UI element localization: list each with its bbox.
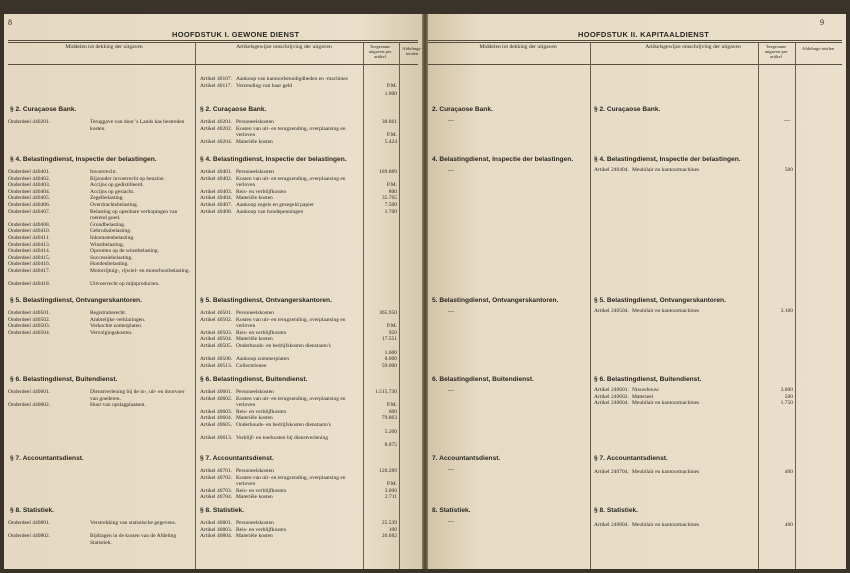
article-code: Artikel 240604.: [594, 400, 629, 407]
article-code: Artikel 40401.: [200, 169, 233, 175]
article-amount: 7.500: [384, 202, 397, 208]
article-desc: Meubilair en kantoormachines: [632, 469, 700, 475]
section-heading: § 7. Accountantsdienst.: [10, 455, 84, 462]
article-amount: 20.682: [381, 533, 397, 540]
section-heading: § 4. Belastingdienst, Inspectie der belastingen.: [200, 156, 347, 163]
means-code: Onderdeel 440503.: [8, 323, 51, 330]
empty-dash: —: [448, 309, 454, 315]
article-amount: 8.000: [384, 356, 397, 363]
article-code: Artikel 40504.: [200, 336, 233, 343]
means-desc: Belasting op openbare verkopingen van roerend goed.: [90, 208, 178, 222]
article-code: Artikel 40107.: [200, 76, 233, 82]
empty-dash: —: [448, 388, 454, 394]
article-desc: Materiële kosten: [236, 138, 273, 145]
article-amount: 1.000: [384, 91, 397, 98]
article-code: Artikel 40502.: [200, 316, 233, 323]
empty-dash: —: [448, 168, 454, 174]
article-amount: 120.289: [379, 468, 397, 474]
section-heading: 2. Curaçaose Bank.: [432, 106, 493, 113]
article-amount: 2.711: [384, 494, 397, 501]
article-code: Artikel 40801.: [200, 520, 233, 526]
section-heading: 6. Belastingdienst, Buitendienst.: [432, 376, 534, 383]
article-code: Artikel 40403.: [200, 188, 233, 195]
article-code: Artikel 240601.: [594, 387, 629, 393]
means-desc: Accijns op gedistilleerd.: [90, 182, 144, 189]
means-desc: Inkomstenbelasting.: [90, 235, 135, 241]
article-amount: 365.950: [379, 310, 397, 316]
section-heading: § 7. Accountantsdienst.: [200, 455, 274, 462]
article-amount: 8.075: [384, 441, 397, 448]
empty-dash: —: [448, 467, 454, 473]
article-amount: P.M.: [386, 82, 397, 89]
col-divider: [195, 42, 196, 569]
article-amount: 38.661: [381, 119, 397, 125]
article-code: Artikel 40408.: [200, 208, 233, 215]
article-amount: 600: [388, 408, 397, 415]
article-amount: P.M.: [386, 402, 397, 409]
article-code: Artikel 240704.: [594, 469, 629, 475]
page-number: 9: [820, 18, 824, 27]
article-amount: 1.515.730: [375, 389, 397, 395]
article-code: Artikel 40204.: [200, 138, 233, 145]
article-desc: Materiële kosten: [236, 533, 273, 540]
article-code: Artikel 40602.: [200, 395, 233, 402]
article-amount: 189.889: [379, 169, 397, 175]
article-desc: Reis- en verblijfkosten: [236, 408, 287, 415]
article-desc: Aankoop van hondepenningen: [236, 208, 304, 215]
article-code: Artikel 40703.: [200, 487, 233, 494]
article-amount: 1.750: [780, 400, 793, 407]
means-code: Onderdeel 440416.: [8, 261, 51, 268]
article-code: Artikel 40407.: [200, 202, 233, 208]
col-header-totals: Afdelings-totalen: [402, 46, 422, 57]
article-desc: Personeelskosten: [236, 119, 274, 125]
article-code: Artikel 40702.: [200, 474, 233, 481]
means-code: Onderdeel 440501.: [8, 310, 51, 316]
article-desc: Kosten van uit- en terugzending, overplaatsing en verloven: [236, 125, 346, 139]
article-code: Artikel 40804.: [200, 533, 233, 540]
means-desc: Opcenten op de winstbelasting.: [90, 248, 160, 255]
means-code: Onderdeel 440408.: [8, 221, 51, 228]
col-header-amounts: Toegestane uitgaven per artikel: [764, 44, 788, 60]
article-amount: 100: [388, 526, 397, 533]
article-code: Artikel 40704.: [200, 494, 233, 501]
means-code: Onderdeel 440417.: [8, 268, 51, 274]
article-code: Artikel 240404.: [594, 167, 629, 173]
article-code: Artikel 40501.: [200, 310, 233, 316]
article-amount: 400: [784, 522, 793, 528]
article-desc: Onderhouds- en bedrijfskosten dienstauto's: [236, 422, 331, 428]
header-rule: [428, 42, 842, 43]
article-desc: Personeelskosten: [236, 310, 274, 316]
section-heading: § 6. Belastingdienst, Buitendienst.: [594, 376, 702, 383]
means-desc: Uitvoerrecht op mijnproducten.: [90, 281, 160, 288]
means-desc: Overdrachtsbelasting.: [90, 202, 139, 208]
article-desc: Personeelskosten: [236, 389, 274, 395]
article-amount: P.M.: [386, 481, 397, 488]
means-desc: Verstrekking van statistische gegevens.: [90, 520, 177, 526]
section-heading: § 5. Belastingdienst, Ontvangerskantoren.: [10, 297, 142, 304]
means-desc: Gebruiksbelasting.: [90, 228, 132, 235]
article-amount: 3.000: [384, 487, 397, 494]
means-code: Onderdeel 440601.: [8, 389, 51, 395]
article-amount: 3.100: [780, 308, 793, 314]
article-desc: Kosten van uit- en terugzending, overplaatsing en verloven: [236, 474, 346, 488]
right-page: [428, 14, 846, 569]
article-code: Artikel 40604.: [200, 415, 233, 422]
article-desc: Personeelskosten: [236, 468, 274, 474]
article-amount: 500: [784, 393, 793, 400]
means-code: Onderdeel 440402.: [8, 175, 51, 182]
section-heading: 4. Belastingdienst, Inspectie der belastingen.: [432, 156, 574, 163]
left-page: [4, 14, 422, 569]
article-amount: 25.539: [381, 520, 397, 526]
section-heading: § 8. Statistiek.: [200, 507, 244, 514]
article-desc: Kosten van uit- en terugzending, overplaatsing en verloven: [236, 175, 346, 189]
article-desc: Meubilair en kantoormachines: [632, 522, 700, 528]
means-desc: Zegelbelasting.: [90, 195, 124, 202]
means-desc: Bijzonder invoerrecht op benzine.: [90, 175, 165, 182]
means-desc: Vervolgingskosten.: [90, 329, 133, 336]
article-amount: P.M.: [386, 182, 397, 189]
article-desc: Reis- en verblijfkosten: [236, 329, 287, 336]
col-divider: [795, 42, 796, 569]
col-header-amounts: Toegestane uitgaven per artikel: [368, 44, 392, 60]
means-desc: Huur van opslagplaatsen.: [90, 402, 146, 409]
means-code: Onderdeel 440602.: [8, 402, 51, 409]
article-code: Artikel 240804.: [594, 522, 629, 528]
section-heading: 8. Statistiek.: [432, 507, 471, 514]
section-heading: § 2. Curaçaose Bank.: [594, 106, 661, 113]
col-header-articles: Artikelsgewijze omschrijving der uitgaven: [236, 44, 332, 50]
article-amount: 17.551: [381, 336, 397, 343]
chapter-title: HOOFDSTUK I. GEWONE DIENST: [172, 30, 300, 39]
article-code: Artikel 40508.: [200, 356, 233, 363]
article-desc: Collectelonen: [236, 362, 267, 369]
article-code: Artikel 40603.: [200, 408, 233, 415]
article-code: Artikel 40503.: [200, 329, 233, 336]
means-desc: Hondenbelasting.: [90, 261, 129, 268]
header-rule: [428, 40, 842, 41]
means-code: Onderdeel 440201.: [8, 119, 51, 125]
empty-dash: —: [784, 118, 790, 124]
article-desc: Personeelskosten: [236, 520, 274, 526]
article-desc: Reis- en verblijfkosten: [236, 487, 287, 494]
header-bottom-rule: [8, 64, 418, 65]
means-code: Onderdeel 440410.: [8, 228, 51, 235]
article-code: Artikel 40404.: [200, 195, 233, 202]
article-amount: P.M.: [386, 323, 397, 330]
section-heading: § 6. Belastingdienst, Buitendienst.: [200, 376, 308, 383]
article-desc: Aankoop zegels en gezegeld papier: [236, 202, 314, 208]
section-heading: § 8. Statistiek.: [10, 507, 54, 514]
header-rule: [8, 40, 418, 41]
article-desc: Meubilair en kantoormachines: [632, 400, 700, 407]
article-code: Artikel 40601.: [200, 389, 233, 395]
section-heading: 7. Accountantsdienst.: [432, 455, 501, 462]
article-code: Artikel 40505.: [200, 343, 233, 349]
article-desc: Materieel: [632, 393, 654, 400]
article-desc: Materiële kosten: [236, 494, 273, 501]
article-desc: Materiële kosten: [236, 415, 273, 422]
article-amount: 5.200: [384, 428, 397, 435]
col-divider: [399, 42, 400, 569]
means-desc: Dienstverlening bij de in-, uit- en doorvoer van goederen.: [90, 389, 185, 402]
means-desc: Bijdragen in de kosten van de Afdeling Statistiek.: [90, 533, 177, 546]
means-code: Onderdeel 440802.: [8, 533, 51, 540]
empty-dash: —: [448, 118, 454, 124]
article-code: Artikel 40803.: [200, 526, 233, 533]
col-divider: [758, 42, 759, 569]
means-code: Onderdeel 440502.: [8, 316, 51, 323]
article-code: Artikel 40202.: [200, 125, 233, 132]
article-amount: 950: [388, 329, 397, 336]
article-desc: Aankoop zommerplaten: [236, 356, 289, 363]
section-heading: § 5. Belastingdienst, Ontvangerskantoren.: [594, 297, 726, 304]
col-header-totals: Afdelings-totalen: [801, 46, 835, 51]
article-desc: Aankoop van kantoorbenodigdheden en -machines: [236, 76, 348, 82]
means-code: Onderdeel 440413.: [8, 241, 51, 248]
col-header-means: Middelen tot dekking der uitgaven: [65, 44, 143, 50]
means-desc: Motorrijtuig-, rijwiel- en motorbootbelasting.: [90, 268, 191, 274]
means-code: Onderdeel 440401.: [8, 169, 51, 175]
means-code: Onderdeel 440403.: [8, 182, 51, 189]
means-desc: Successiebelasting.: [90, 254, 133, 261]
article-desc: Verblijf- en toerkosten bij dienstverlening: [236, 435, 328, 442]
col-divider: [590, 42, 591, 569]
header-bottom-rule: [428, 64, 842, 65]
means-code: Onderdeel 440415.: [8, 254, 51, 261]
article-desc: Meubilair en kantoormachines: [632, 167, 700, 173]
article-code: Artikel 40701.: [200, 468, 233, 474]
article-code: Artikel 40117.: [200, 83, 232, 90]
col-header-articles: Artikelsgewijze omschrijving der uitgaven: [645, 44, 741, 50]
article-code: Artikel 40613.: [200, 435, 233, 442]
page-number: 8: [8, 18, 12, 27]
article-amount: 800: [388, 188, 397, 195]
article-amount: 5.424: [384, 138, 397, 145]
article-desc: Nieuwbouw: [632, 387, 659, 393]
means-code: Onderdeel 440406.: [8, 202, 51, 208]
section-heading: § 4. Belastingdienst, Inspectie der belastingen.: [10, 156, 157, 163]
article-amount: 79.863: [381, 415, 397, 422]
means-code: Onderdeel 440504.: [8, 329, 51, 336]
section-heading: § 5. Belastingdienst, Ontvangerskantoren.: [200, 297, 332, 304]
article-desc: Reis- en verblijfkosten: [236, 526, 287, 533]
section-heading: 5. Belastingdienst, Ontvangerskantoren.: [432, 297, 559, 304]
article-desc: Meubilair en kantoormachines: [632, 308, 700, 314]
article-code: Artikel 40201.: [200, 119, 233, 125]
section-heading: § 6. Belastingdienst, Buitendienst.: [10, 376, 118, 383]
section-heading: § 2. Curaçaose Bank.: [200, 106, 267, 113]
article-amount: 500: [784, 167, 793, 173]
article-amount: 1.700: [384, 208, 397, 215]
article-code: Artikel 40605.: [200, 422, 233, 428]
means-code: Onderdeel 440404.: [8, 188, 51, 195]
article-code: Artikel 240602.: [594, 393, 629, 400]
article-desc: Kosten van uit- en terugzending, overplaatsing en verloven: [236, 395, 346, 409]
article-code: Artikel 40513.: [200, 362, 233, 369]
chapter-title: HOOFDSTUK II. KAPITAALDIENST: [578, 30, 710, 39]
col-header-means: Middelen tot dekking der uitgaven: [479, 44, 557, 50]
means-code: Onderdeel 440405.: [8, 195, 51, 202]
means-desc: Verkochte zomerplaten.: [90, 323, 143, 330]
section-heading: § 2. Curaçaose Bank.: [10, 106, 77, 113]
section-heading: § 8. Statistiek.: [594, 507, 638, 514]
empty-dash: —: [448, 519, 454, 525]
article-amount: 1.600: [384, 349, 397, 356]
means-desc: Accijns op gesiacht.: [90, 188, 135, 195]
article-desc: Kosten van uit- en terugzending, overplaatsing en verloven: [236, 316, 346, 330]
article-code: Artikel 40402.: [200, 175, 233, 182]
section-heading: § 7. Accountantsdienst.: [594, 455, 668, 462]
article-desc: Materiële kosten: [236, 336, 273, 343]
means-desc: Teruggave van door 's Lands kas bestreden kosten.: [90, 119, 185, 132]
means-desc: Invoerrecht.: [90, 169, 117, 175]
article-desc: Reis- en verblijfkosten: [236, 188, 287, 195]
article-amount: 35.765: [381, 195, 397, 202]
means-code: Onderdeel 440414.: [8, 248, 51, 255]
article-code: Artikel 240504.: [594, 308, 629, 314]
article-amount: 59.000: [381, 362, 397, 369]
article-desc: Personeelskosten: [236, 169, 274, 175]
means-code: Onderdeel 440407.: [8, 208, 51, 215]
article-desc: Verzending van baar geld: [236, 83, 293, 90]
article-amount: 3.000: [780, 387, 793, 393]
section-heading: § 4. Belastingdienst, Inspectie der belastingen.: [594, 156, 741, 163]
means-desc: Grondbelasting.: [90, 221, 126, 228]
means-code: Onderdeel 440801.: [8, 520, 51, 526]
means-code: Onderdeel 440418.: [8, 281, 51, 288]
means-desc: Winstbelasting.: [90, 241, 125, 248]
article-amount: 400: [784, 469, 793, 475]
header-rule: [8, 42, 418, 43]
article-amount: P.M.: [386, 132, 397, 139]
means-desc: Ambtelijke verklaringen.: [90, 316, 146, 323]
means-code: Onderdeel 440411.: [8, 235, 50, 241]
article-desc: Onderhouds- en bedrijfskosten dienstauto's: [236, 343, 331, 349]
article-desc: Materiële kosten: [236, 195, 273, 202]
means-desc: Registratierecht.: [90, 310, 127, 316]
